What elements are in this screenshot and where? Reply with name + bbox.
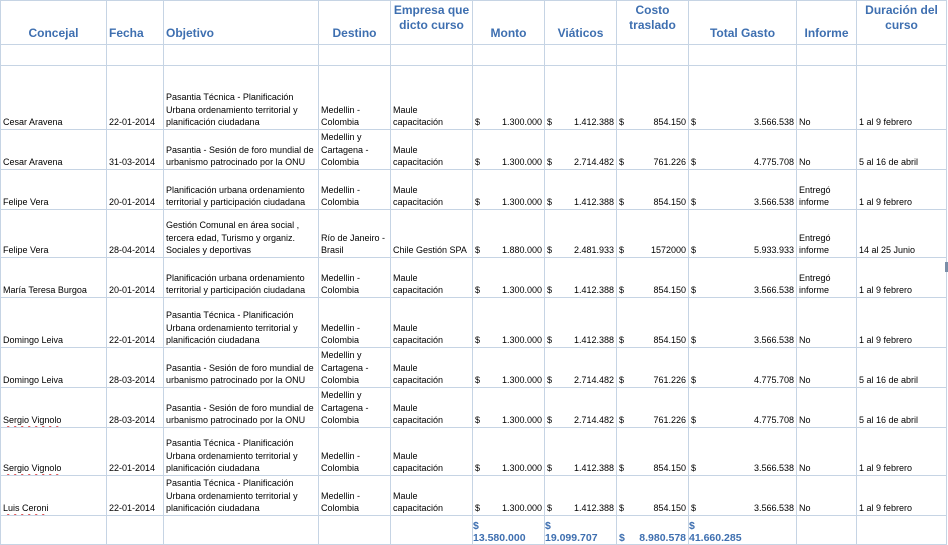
cell-total[interactable]: $ 3.566.538 xyxy=(689,170,797,210)
table-row xyxy=(1,388,947,428)
header-fecha[interactable]: Fecha xyxy=(107,1,164,45)
cell-concejal[interactable]: Sergio Vignolo xyxy=(1,388,107,428)
cell-total[interactable]: $ 3.566.538 xyxy=(689,428,797,476)
table-row xyxy=(1,170,947,210)
cell-costo[interactable]: $ 854.150 xyxy=(617,428,689,476)
cell-costo[interactable]: $ 854.150 xyxy=(617,258,689,298)
cell-costo[interactable]: $ 854.150 xyxy=(617,66,689,130)
cell-destino[interactable]: Medellin y Cartagena - Colombia xyxy=(319,348,391,388)
cell-total[interactable]: $ 3.566.538 xyxy=(689,298,797,348)
header-informe[interactable]: Informe xyxy=(797,1,857,45)
cell-costo[interactable]: $ 854.150 xyxy=(617,170,689,210)
cell-duracion[interactable]: 1 al 9 febrero xyxy=(857,170,947,210)
cell-monto[interactable]: $ 1.300.000 xyxy=(473,348,545,388)
header-concejal[interactable]: Concejal xyxy=(1,1,107,45)
cell-fecha[interactable]: 22-01-2014 xyxy=(107,298,164,348)
cell-total[interactable]: $ 5.933.933 xyxy=(689,210,797,258)
cell-destino[interactable]: Medellin - Colombia xyxy=(319,170,391,210)
cell-informe[interactable]: Entregó informe xyxy=(797,210,857,258)
cell-viaticos[interactable]: $ 1.412.388 xyxy=(545,258,617,298)
cell-concejal[interactable]: Cesar Aravena xyxy=(1,66,107,130)
cell-informe[interactable]: Entregó informe xyxy=(797,170,857,210)
cell-destino[interactable]: Medellin y Cartagena - Colombia xyxy=(319,130,391,170)
cell-total[interactable]: $ 4.775.708 xyxy=(689,388,797,428)
header-total[interactable]: Total Gasto xyxy=(689,1,797,45)
cell-informe[interactable]: No xyxy=(797,66,857,130)
cell-viaticos[interactable]: $ 2.714.482 xyxy=(545,348,617,388)
cell-total[interactable]: $ 3.566.538 xyxy=(689,476,797,516)
totals-row xyxy=(1,516,947,545)
cell-destino[interactable]: Medellin - Colombia xyxy=(319,66,391,130)
cell-costo[interactable]: $ 761.226 xyxy=(617,130,689,170)
cell-empresa[interactable]: Maule capacitación xyxy=(391,348,473,388)
cell-fecha[interactable]: 20-01-2014 xyxy=(107,258,164,298)
cell-concejal[interactable]: Luis Ceroni xyxy=(1,476,107,516)
header-viaticos[interactable]: Viáticos xyxy=(545,1,617,45)
cell-fecha[interactable]: 28-04-2014 xyxy=(107,210,164,258)
cell-costo[interactable]: $ 761.226 xyxy=(617,348,689,388)
cell-duracion[interactable]: 1 al 9 febrero xyxy=(857,258,947,298)
cell-destino[interactable]: Medellin - Colombia xyxy=(319,428,391,476)
cell-viaticos[interactable]: $ 1.412.388 xyxy=(545,298,617,348)
cell-objetivo[interactable]: Pasantia - Sesión de foro mundial de urbanismo patrocinado por la ONU xyxy=(164,130,319,170)
cell-duracion[interactable]: 5 al 16 de abril xyxy=(857,388,947,428)
cell-monto[interactable]: $ 1.300.000 xyxy=(473,476,545,516)
cell-objetivo[interactable]: Pasantia - Sesión de foro mundial de urbanismo patrocinado por la ONU xyxy=(164,388,319,428)
cell-objetivo[interactable]: Pasantia Técnica - Planificación Urbana ordenamiento territorial y planificación ciudadana xyxy=(164,428,319,476)
cell-fecha[interactable]: 22-01-2014 xyxy=(107,428,164,476)
cell-empresa[interactable]: Maule capacitación xyxy=(391,66,473,130)
cell-concejal[interactable]: María Teresa Burgoa xyxy=(1,258,107,298)
table-row xyxy=(1,428,947,476)
cell-informe[interactable]: No xyxy=(797,476,857,516)
header-row xyxy=(1,1,947,45)
total-costo[interactable]: $ 8.980.578 xyxy=(617,516,689,545)
table-row xyxy=(1,130,947,170)
cell-costo[interactable]: $ 761.226 xyxy=(617,388,689,428)
cell-objetivo[interactable]: Pasantia - Sesión de foro mundial de urbanismo patrocinado por la ONU xyxy=(164,348,319,388)
cell-empresa[interactable]: Maule capacitación xyxy=(391,388,473,428)
table-row xyxy=(1,476,947,516)
cell-fecha[interactable]: 22-01-2014 xyxy=(107,66,164,130)
cell-duracion[interactable]: 1 al 9 febrero xyxy=(857,428,947,476)
total-total[interactable]: $ 41.660.285 xyxy=(689,516,797,545)
cell-duracion[interactable]: 1 al 9 febrero xyxy=(857,298,947,348)
total-viaticos[interactable]: $ 19.099.707 xyxy=(545,516,617,545)
cell-monto[interactable]: $ 1.300.000 xyxy=(473,428,545,476)
cell-fecha[interactable]: 28-03-2014 xyxy=(107,388,164,428)
cell-viaticos[interactable]: $ 1.412.388 xyxy=(545,170,617,210)
cell-fecha[interactable]: 22-01-2014 xyxy=(107,476,164,516)
table-row xyxy=(1,298,947,348)
cell-informe[interactable]: Entregó informe xyxy=(797,258,857,298)
cell-objetivo[interactable]: Pasantia Técnica - Planificación Urbana ordenamiento territorial y planificación ciudadana xyxy=(164,66,319,130)
cell-monto[interactable]: $ 1.300.000 xyxy=(473,298,545,348)
cell-total[interactable]: $ 4.775.708 xyxy=(689,130,797,170)
header-costo[interactable]: Costo traslado xyxy=(617,1,689,45)
cell-empresa[interactable]: Chile Gestión SPA xyxy=(391,210,473,258)
cell-viaticos[interactable]: $ 1.412.388 xyxy=(545,476,617,516)
cell-informe[interactable]: No xyxy=(797,388,857,428)
cell-objetivo[interactable]: Pasantia Técnica - Planificación Urbana ordenamiento territorial y planificación ciudadana xyxy=(164,476,319,516)
cell-fecha[interactable]: 20-01-2014 xyxy=(107,170,164,210)
cell-objetivo[interactable]: Pasantia Técnica - Planificación Urbana ordenamiento territorial y planificación ciudadana xyxy=(164,298,319,348)
cell-viaticos[interactable]: $ 1.412.388 xyxy=(545,66,617,130)
header-monto[interactable]: Monto xyxy=(473,1,545,45)
cell-destino[interactable]: Medellin - Colombia xyxy=(319,298,391,348)
cell-viaticos[interactable]: $ 1.412.388 xyxy=(545,428,617,476)
cell-monto[interactable]: $ 1.300.000 xyxy=(473,130,545,170)
cell-concejal[interactable]: Domingo Leiva xyxy=(1,348,107,388)
cell-empresa[interactable]: Maule capacitación xyxy=(391,170,473,210)
cell-duracion[interactable]: 14 al 25 Junio xyxy=(857,210,947,258)
cell-fecha[interactable]: 31-03-2014 xyxy=(107,130,164,170)
header-objetivo[interactable]: Objetivo xyxy=(164,1,319,45)
cell-concejal[interactable]: Felipe Vera xyxy=(1,210,107,258)
cell-viaticos[interactable]: $ 2.714.482 xyxy=(545,388,617,428)
cell-destino[interactable]: Medellin y Cartagena - Colombia xyxy=(319,388,391,428)
cell-costo[interactable]: $ 854.150 xyxy=(617,476,689,516)
cell-empresa[interactable]: Maule capacitación xyxy=(391,298,473,348)
cell-monto[interactable]: $ 1.300.000 xyxy=(473,388,545,428)
cell-duracion[interactable]: 5 al 16 de abril xyxy=(857,130,947,170)
table-row xyxy=(1,66,947,130)
cell-concejal[interactable]: Sergio Vignolo xyxy=(1,428,107,476)
cell-informe[interactable]: No xyxy=(797,428,857,476)
cell-monto[interactable]: $ 1.300.000 xyxy=(473,258,545,298)
cell-objetivo[interactable]: Gestión Comunal en área social , tercera edad, Turismo y organiz. Sociales y deportivas xyxy=(164,210,319,258)
cell-duracion[interactable]: 1 al 9 febrero xyxy=(857,476,947,516)
table-row xyxy=(1,258,947,298)
table-row xyxy=(1,210,947,258)
cell-total[interactable]: $ 3.566.538 xyxy=(689,258,797,298)
cell-objetivo[interactable]: Planificación urbana ordenamiento territorial y participación ciudadana xyxy=(164,258,319,298)
cell-fecha[interactable]: 28-03-2014 xyxy=(107,348,164,388)
cell-viaticos[interactable]: $ 2.481.933 xyxy=(545,210,617,258)
header-duracion[interactable]: Duración del curso xyxy=(857,1,947,45)
cell-total[interactable]: $ 4.775.708 xyxy=(689,348,797,388)
cell-objetivo[interactable]: Planificación urbana ordenamiento territorial y participación ciudadana xyxy=(164,170,319,210)
cell-monto[interactable]: $ 1.880.000 xyxy=(473,210,545,258)
cell-monto[interactable]: $ 1.300.000 xyxy=(473,66,545,130)
empty-row xyxy=(1,45,947,66)
cell-concejal[interactable]: Domingo Leiva xyxy=(1,298,107,348)
cell-monto[interactable]: $ 1.300.000 xyxy=(473,170,545,210)
cell-duracion[interactable]: 5 al 16 de abril xyxy=(857,348,947,388)
cell-empresa[interactable]: Maule capacitación xyxy=(391,428,473,476)
cell-destino[interactable]: Medellin - Colombia xyxy=(319,258,391,298)
header-destino[interactable]: Destino xyxy=(319,1,391,45)
header-empresa[interactable]: Empresa que dicto curso xyxy=(391,1,473,45)
cell-viaticos[interactable]: $ 2.714.482 xyxy=(545,130,617,170)
cell-costo[interactable]: $ 854.150 xyxy=(617,298,689,348)
cell-costo[interactable]: $ 1572000 xyxy=(617,210,689,258)
cell-informe[interactable]: No xyxy=(797,130,857,170)
cell-empresa[interactable]: Maule capacitación xyxy=(391,258,473,298)
cell-concejal[interactable]: Cesar Aravena xyxy=(1,130,107,170)
cell-informe[interactable]: No xyxy=(797,298,857,348)
cell-informe[interactable]: No xyxy=(797,348,857,388)
cell-concejal[interactable]: Felipe Vera xyxy=(1,170,107,210)
total-monto[interactable]: $ 13.580.000 xyxy=(473,516,545,545)
cell-duracion[interactable]: 1 al 9 febrero xyxy=(857,66,947,130)
cell-destino[interactable]: Medellin - Colombia xyxy=(319,476,391,516)
table-row xyxy=(1,348,947,388)
cell-destino[interactable]: Río de Janeiro - Brasil xyxy=(319,210,391,258)
cell-empresa[interactable]: Maule capacitación xyxy=(391,476,473,516)
cell-total[interactable]: $ 3.566.538 xyxy=(689,66,797,130)
cell-empresa[interactable]: Maule capacitación xyxy=(391,130,473,170)
